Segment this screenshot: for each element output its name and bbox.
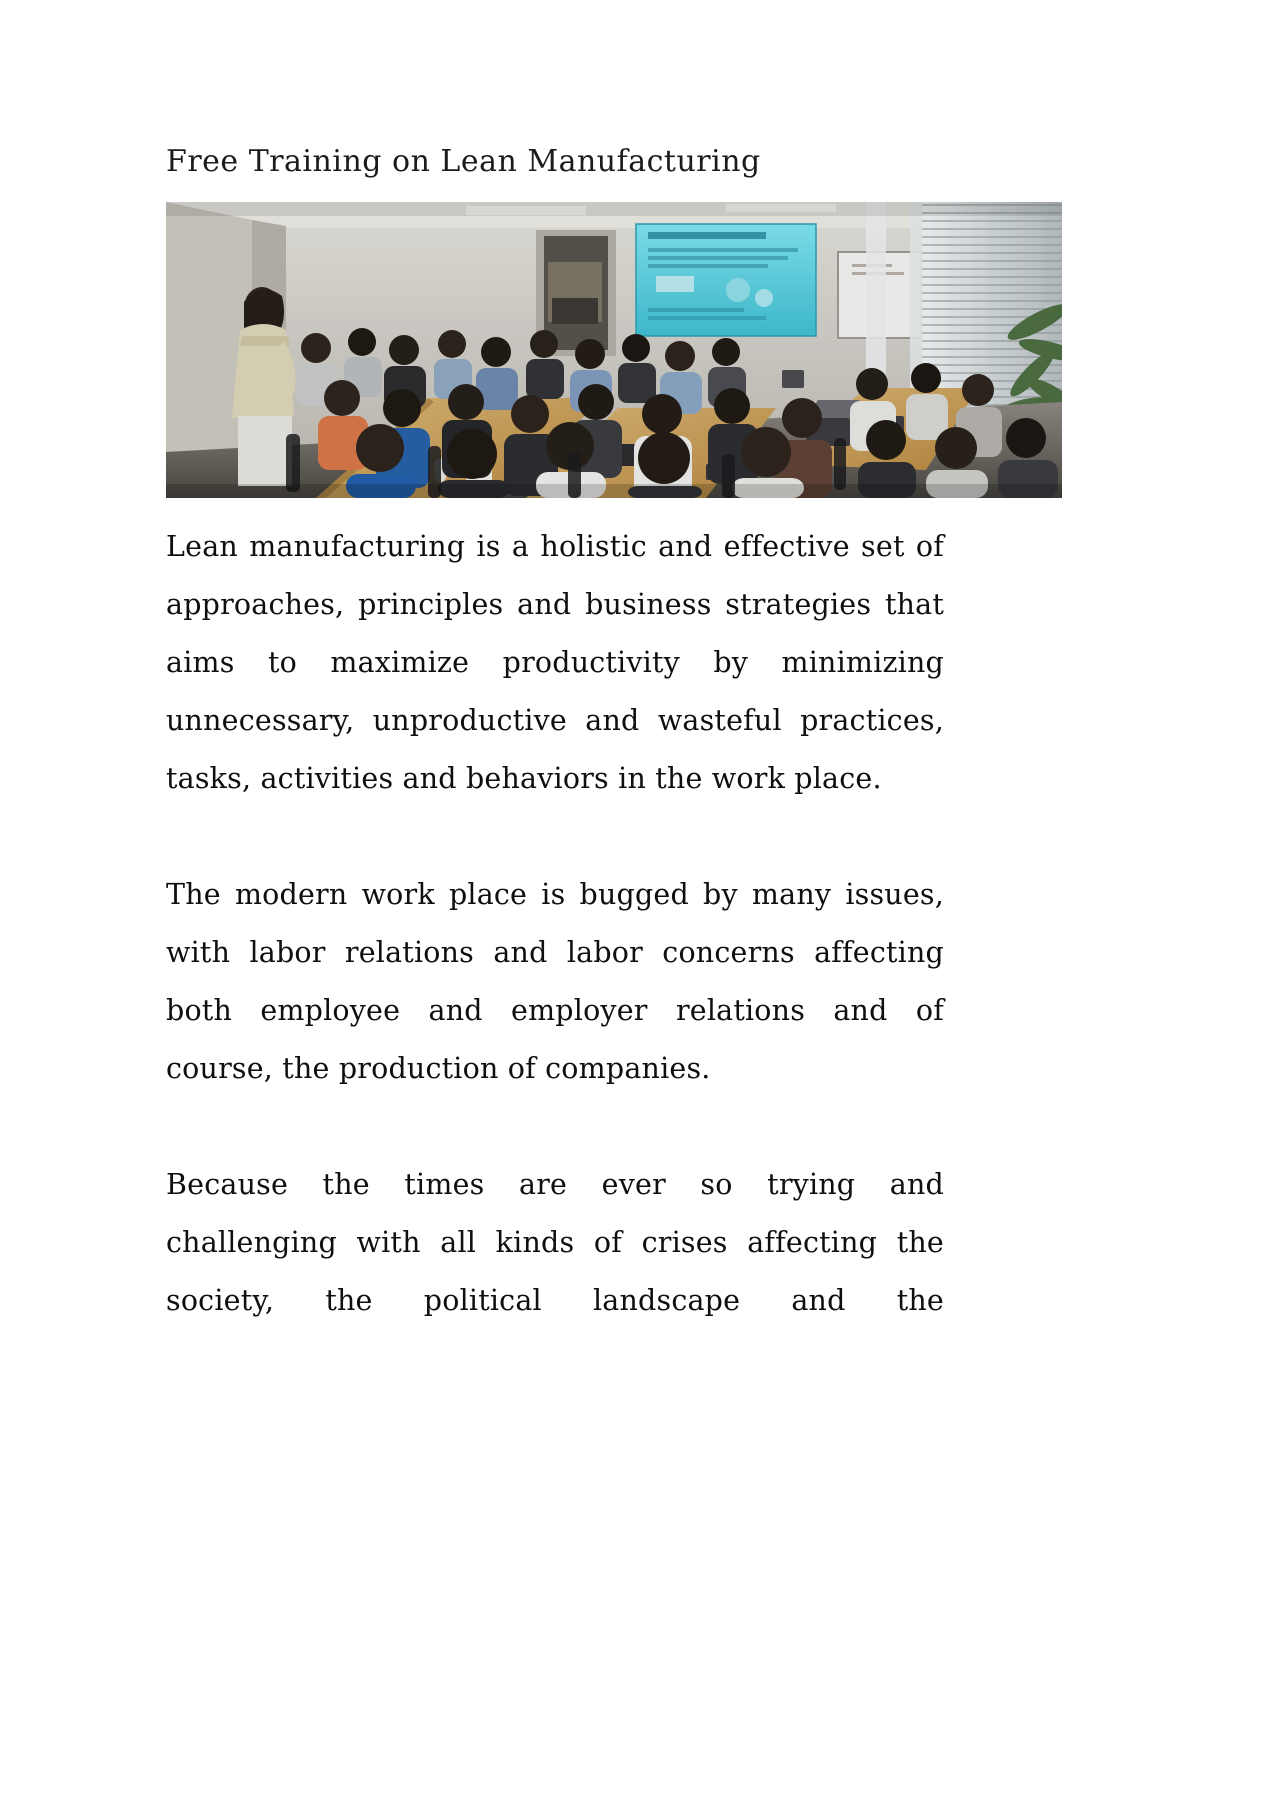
training-room-photo-graphic: [166, 202, 1062, 498]
body-paragraph-1: Lean manufacturing is a holistic and effective set of approaches, principles and business strategies that aims to maximize productivity by minimizing unnecessary, unproductive and wasteful practices, tasks, activities and behaviors in the work place.: [166, 530, 944, 795]
article-body: [166, 518, 944, 1330]
training-room-photo: [166, 202, 1062, 498]
page-title: Free Training on Lean Manufacturing: [166, 144, 761, 179]
body-paragraph-3: Because the times are ever so trying and challenging with all kinds of crises affecting the society, the political landscape and the: [166, 1168, 944, 1317]
body-paragraph-2: The modern work place is bugged by many issues, with labor relations and labor concerns affecting both employee and employer relations and of course, the production of companies.: [166, 878, 944, 1085]
